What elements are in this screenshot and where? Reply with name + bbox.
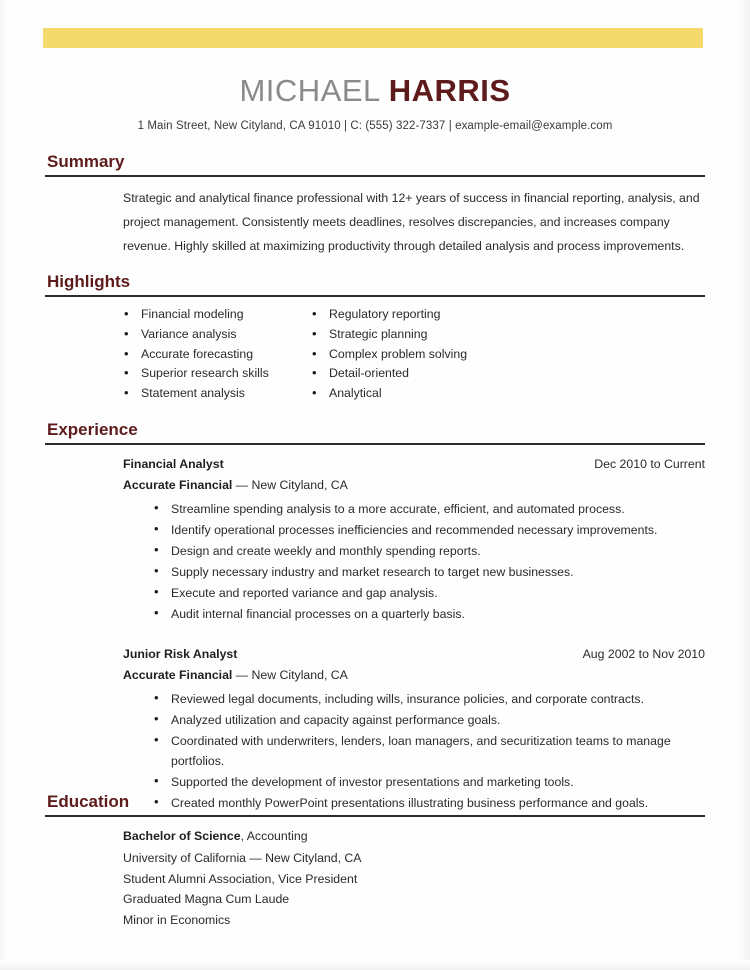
page-edge-shadow-bottom xyxy=(0,960,750,970)
section-title-summary: Summary xyxy=(47,152,125,171)
job-location: New Cityland, CA xyxy=(251,667,348,682)
list-item: • Supported the development of investor presentations and marketing tools. xyxy=(153,772,705,793)
experience-entry xyxy=(123,454,705,625)
name-header xyxy=(45,74,705,108)
list-item: • Analytical xyxy=(311,384,499,404)
highlights-column-right xyxy=(311,305,499,404)
education-detail: University of California — New Cityland, CA xyxy=(123,851,362,865)
list-item: • Created monthly PowerPoint presentations illustrating business performance and goals. xyxy=(153,793,705,814)
education-detail: Student Alumni Association, Vice President xyxy=(123,871,358,886)
section-experience xyxy=(45,420,705,814)
company-separator: — xyxy=(235,667,249,682)
list-item: • Regulatory reporting xyxy=(311,305,499,325)
first-name: MICHAEL xyxy=(239,73,380,108)
section-summary xyxy=(45,152,705,258)
list-item: • Detail-oriented xyxy=(311,364,499,384)
job-title: Junior Risk Analyst xyxy=(123,646,238,661)
list-item: • Analyzed utilization and capacity against performance goals. xyxy=(153,710,705,731)
experience-entry-header xyxy=(123,644,705,665)
experience-entry xyxy=(123,644,705,814)
company-separator: — xyxy=(235,478,249,492)
highlights-body xyxy=(45,297,705,404)
degree-field: , Accounting xyxy=(240,829,308,843)
full-name xyxy=(45,74,705,108)
experience-body xyxy=(45,445,705,814)
job-bullets xyxy=(123,499,705,625)
company-name: Accurate Financial xyxy=(123,667,233,682)
job-company-line xyxy=(123,665,705,686)
contact-line: 1 Main Street, New Cityland, CA 91010 | C: (555) 322-7337 | example-email@example.com xyxy=(137,120,613,132)
list-item: • Audit internal financial processes on a quarterly basis. xyxy=(153,604,705,625)
highlights-list-right xyxy=(311,305,499,404)
job-title: Financial Analyst xyxy=(123,457,224,471)
list-item: • Financial modeling xyxy=(123,305,311,325)
list-item: • Supply necessary industry and market research to target new businesses. xyxy=(153,562,705,583)
list-item: • Statement analysis xyxy=(123,384,311,404)
job-dates: Dec 2010 to Current xyxy=(594,457,705,471)
section-title-highlights: Highlights xyxy=(47,272,131,291)
top-accent-bar xyxy=(43,28,703,48)
list-item: • Reviewed legal documents, including wills, insurance policies, and corporate contracts. xyxy=(153,689,705,710)
list-item: • Streamline spending analysis to a more accurate, efficient, and automated process. xyxy=(153,499,705,520)
education-detail: Minor in Economics xyxy=(123,912,231,927)
summary-text: Strategic and analytical finance professional with 12+ years of success in financial reporting, analysis, and project management. Consistently meets deadlines, resolves discrepancies, and increases company revenue. Highly skilled at maximizing productivity through detailed analysis and process improvements. xyxy=(123,191,700,253)
job-dates: Aug 2002 to Nov 2010 xyxy=(582,646,705,661)
list-item: • Accurate forecasting xyxy=(123,345,311,365)
last-name: HARRIS xyxy=(388,73,511,108)
experience-entry-header xyxy=(123,454,705,475)
list-item: • Variance analysis xyxy=(123,325,311,345)
list-item: • Coordinated with underwriters, lenders, loan managers, and securitization teams to manage portfolios. xyxy=(153,731,705,772)
page-edge-shadow-right xyxy=(738,0,750,970)
summary-body xyxy=(45,177,705,258)
degree-name: Bachelor of Science xyxy=(123,829,241,843)
job-location: New Cityland, CA xyxy=(251,478,348,492)
section-title-education: Education xyxy=(47,792,130,811)
page-edge-shadow-left xyxy=(0,0,8,970)
section-title-experience: Experience xyxy=(47,420,138,439)
section-education xyxy=(45,792,705,930)
education-body xyxy=(45,817,705,930)
list-item: • Execute and reported variance and gap analysis. xyxy=(153,583,705,604)
company-name: Accurate Financial xyxy=(123,478,233,492)
education-detail: Graduated Magna Cum Laude xyxy=(123,892,290,906)
list-item: • Identify operational processes inefficiencies and recommended necessary improvements. xyxy=(153,520,705,541)
list-item: • Strategic planning xyxy=(311,325,499,345)
education-degree xyxy=(123,826,705,847)
highlights-list-left xyxy=(123,305,311,404)
list-item: • Design and create weekly and monthly spending reports. xyxy=(153,541,705,562)
list-item: • Superior research skills xyxy=(123,364,311,384)
list-item: • Complex problem solving xyxy=(311,345,499,365)
job-company-line xyxy=(123,475,705,496)
highlights-column-left xyxy=(123,305,311,404)
section-highlights xyxy=(45,272,705,404)
